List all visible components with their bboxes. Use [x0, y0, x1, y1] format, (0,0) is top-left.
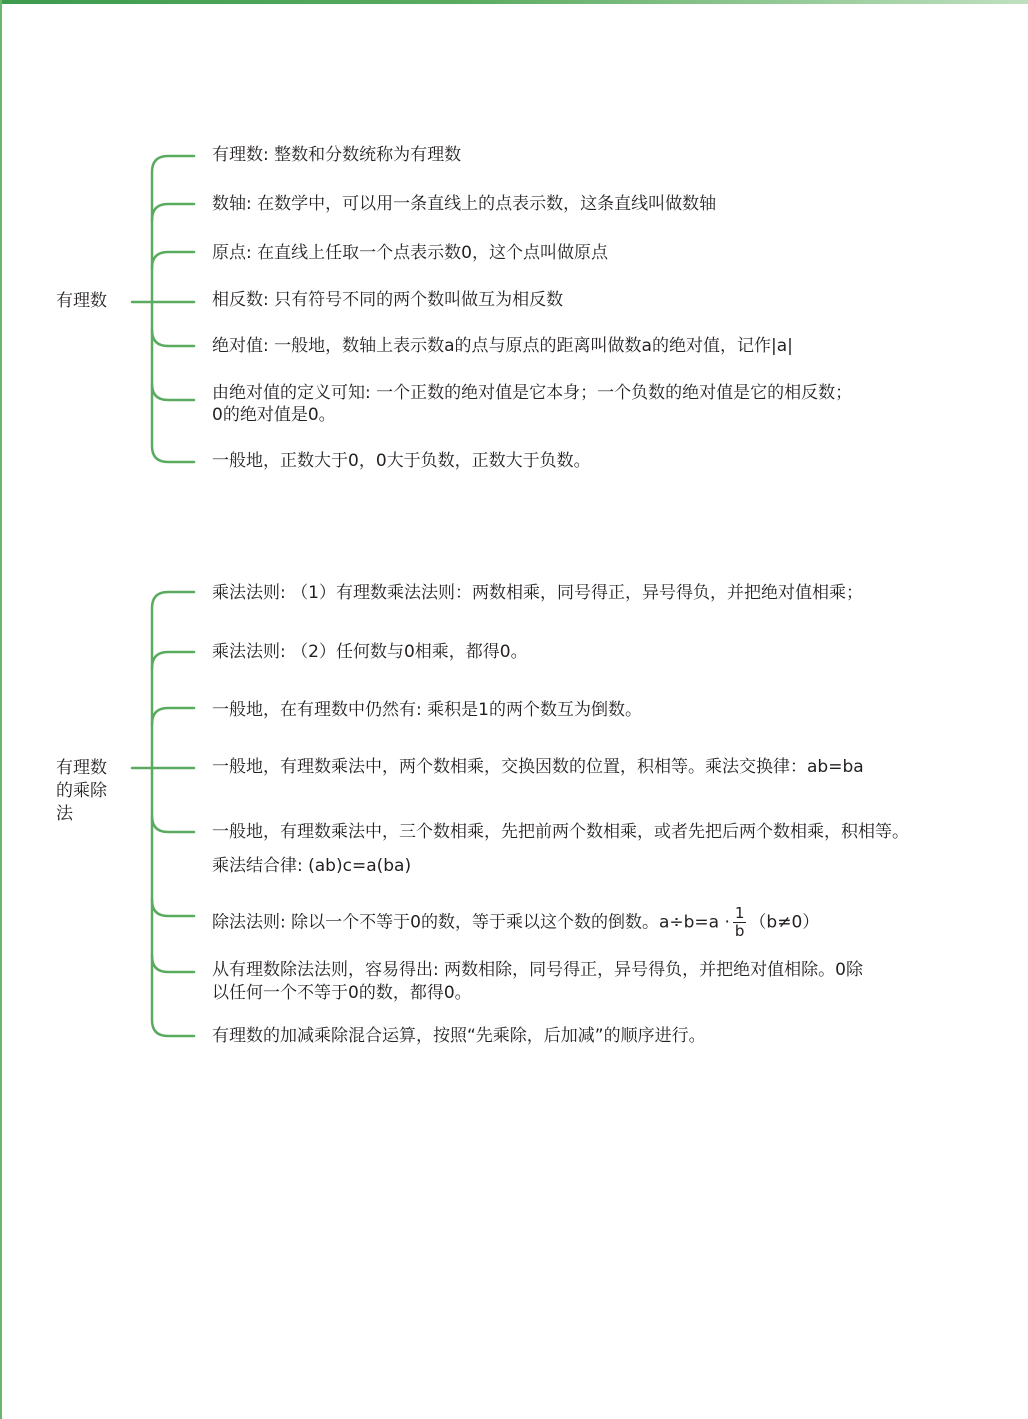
- section1-branch-3: [152, 252, 194, 268]
- node-commutative-law: 一般地，有理数乘法中，两个数相乘，交换因数的位置，积相等。乘法交换律：ab=ba: [212, 757, 864, 777]
- division-condition: （b≠0）: [749, 912, 820, 933]
- section2-branch-5: [152, 816, 194, 832]
- node-rational-number-def: 有理数: 整数和分数统称为有理数: [212, 145, 462, 165]
- fraction-denominator: b: [734, 922, 745, 940]
- node-division-corollary: 从有理数除法法则，容易得出: 两数相除，同号得正，异号得负，并把绝对值相除。0除: [212, 960, 863, 980]
- node-absolute-value-properties: 由绝对值的定义可知: 一个正数的绝对值是它本身；一个负数的绝对值是它的相反数；: [212, 383, 853, 403]
- topic-rational-numbers: 有理数: [56, 291, 107, 311]
- node-opposite-numbers: 相反数: 只有符号不同的两个数叫做互为相反数: [212, 290, 564, 310]
- node-comparison: 一般地，正数大于0，0大于负数，正数大于负数。: [212, 451, 591, 471]
- node-reciprocal: 一般地，在有理数中仍然有: 乘积是1的两个数互为倒数。: [212, 700, 642, 720]
- division-rule-text: 除法法则: 除以一个不等于0的数，等于乘以这个数的倒数。a÷b=a ·: [212, 912, 730, 933]
- section2-branch-2: [152, 652, 194, 668]
- fraction-one-over-b: [733, 905, 747, 940]
- node-absolute-value: 绝对值: 一般地，数轴上表示数a的点与原点的距离叫做数a的绝对值，记作|a|: [212, 336, 793, 356]
- node-division-rule: [212, 905, 819, 940]
- node-number-line: 数轴: 在数学中，可以用一条直线上的点表示数，这条直线叫做数轴: [212, 194, 717, 214]
- node-absolute-value-properties-cont: 0的绝对值是0。: [212, 405, 336, 425]
- section2-branch-3: [152, 708, 194, 724]
- section1-branch-6: [152, 384, 194, 400]
- section2-branch-7: [152, 956, 194, 972]
- node-associative-rule: 一般地，有理数乘法中，三个数相乘，先把前两个数相乘，或者先把后两个数相乘，积相等。: [212, 822, 909, 842]
- node-associative-law: 乘法结合律: (ab)c=a(ba): [212, 856, 412, 876]
- section1-bracket: [152, 156, 194, 462]
- section1-branch-2: [152, 204, 194, 220]
- node-multiplication-rule-2: 乘法法则: （2）任何数与0相乘，都得0。: [212, 642, 528, 662]
- section1-branch-5: [152, 330, 194, 346]
- node-multiplication-rule-1: 乘法法则: （1）有理数乘法法则：两数相乘，同号得正，异号得负，并把绝对值相乘；: [212, 583, 863, 603]
- fraction-numerator: 1: [734, 904, 745, 922]
- node-mixed-operations: 有理数的加减乘除混合运算，按照“先乘除，后加减”的顺序进行。: [212, 1026, 706, 1046]
- node-division-corollary-cont: 以任何一个不等于0的数，都得0。: [212, 983, 472, 1003]
- topic-multiplication-division: 有理数的乘除法: [56, 758, 107, 824]
- node-origin: 原点: 在直线上任取一个点表示数0，这个点叫做原点: [212, 243, 608, 263]
- section2-branch-6: [152, 900, 194, 916]
